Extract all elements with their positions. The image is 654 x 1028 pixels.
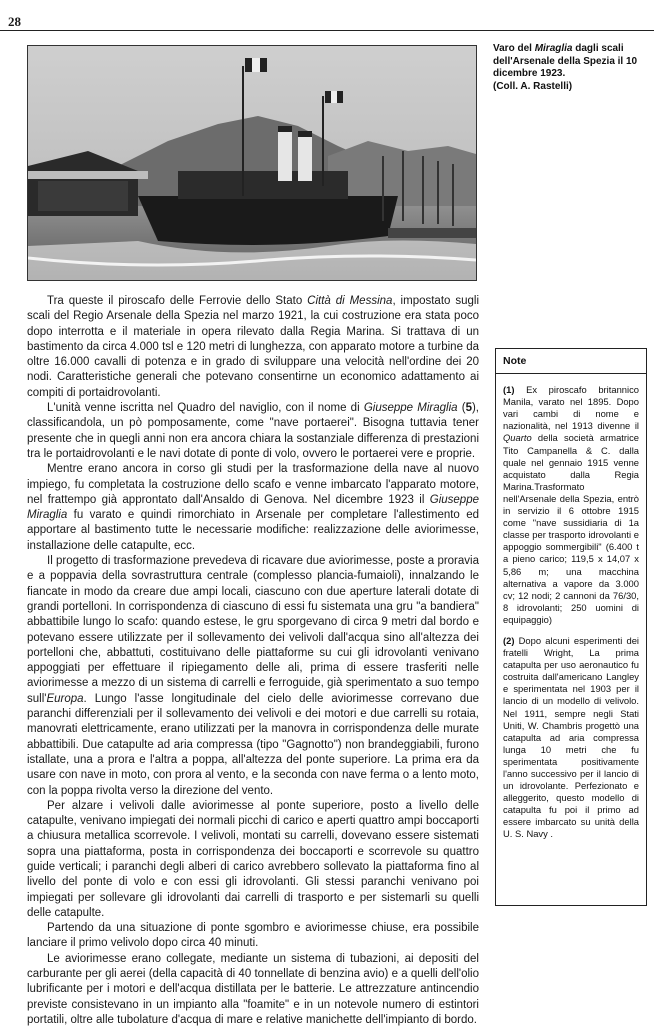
- photo-illustration: [28, 46, 476, 280]
- paragraph-2-text-c: (: [457, 402, 466, 415]
- paragraph-2-text-e: ), classificandola, un pò pomposamente, come "nave portaerei". Bisogna tuttavia tener presente che in quegli anni non era ancora chiara la sostanziale differenza di prestazioni tra le portaidrovolanti e le navi dotate di ponte di volo, ovvero le portaerei vere e proprie.: [27, 402, 479, 460]
- paragraph-1-text-a: Tra queste il piroscafo delle Ferrovie dello Stato: [47, 295, 308, 307]
- paragraph-3: [27, 462, 479, 554]
- paragraph-2-text-a: L'unità venne iscritta nel Quadro del naviglio, con il nome di: [47, 402, 364, 415]
- paragraph-6: Partendo da una situazione di ponte sgombro e aviorimesse chiuse, era possibile lanciare il primo velivolo dopo circa 40 minuti.: [27, 922, 479, 950]
- paragraph-4-text-c: . Lungo l'asse longitudinale del cielo delle aviorimesse correvano due paranchi differenziali per il sollevamento dei velivoli e dei motori e due carrelli su rotaia, manovrati elettricamente, erano utilizzati per la manovra in corrispondenza delle murate abbattibili. Due catapulte ad aria compressa (tipo "Gagnotto") non brandeggiabili, furono istallate, una a prora e l'altra a poppa, all'altezza del ponte superiore. La prima era da usare con nave in moto, con prora al vento, e la seconda con nave ferma o a lento moto, con la poppa rivolta verso la direzione del vento.: [27, 692, 479, 797]
- note-1-number: (1): [503, 384, 515, 396]
- paragraph-1: [27, 294, 479, 401]
- notes-box: [495, 348, 647, 906]
- note-1-text-a: Ex piroscafo britannico Manila, varato nel 1895. Dopo vari cambi di nome e nazionalità, nel 1913 divenne il: [503, 384, 639, 432]
- paragraph-4-italic: Europa: [46, 692, 84, 705]
- photo-caption: [493, 43, 643, 93]
- note-1: [503, 384, 639, 626]
- paragraph-3-italic: Giuseppe Miraglia: [27, 493, 479, 522]
- caption-rest: dagli scali dell'Arsenale della Spezia il 10 dicembre 1923.: [493, 43, 638, 79]
- note-1-text-c: della società armatrice Tito Campanella & C. dalla quale nel gennaio 1915 venne acquistato dalla Regia Marina.Trasformato nell'Arsenale della Spezia, entrò in servizio il 6 ottobre 1915 come "nave sussidiaria di 1a classe per trasporto idrovolanti e appoggio sommergibili" (6.400 t a pieno carico; 119,5 x 14,07 x 5,86 m; una macchina alternativa a vapore da 3.000 cv; 12 nodi; 2 cannoni da 76/30, 8 idrovolanti; 250 uomini di equipaggio): [503, 432, 639, 625]
- paragraph-4-text-a: Il progetto di trasformazione prevedeva di ricavare due aviorimesse, poste a proravia e a poppavia della sovrastruttura centrale (complesso plancia-fumaioli), innalzando le fiancate in modo da creare due ampi locali, ciascuno con due aperture laterali dotate di grandi portelloni. In corrispondenza di ciascuno di essi fu sistemata una gru "a bandiera" abbattibile lungo lo scafo: quando estese, le gru sporgevano di circa 9 metri dal bordo e potevano essere utilizzate per il sollevamento dei velivoli dall'acqua sino all'altezza dei portelloni che, abbattuti, costituivano delle piattaforme su cui gli idrovolanti venivano appoggiati per effettuare il ripiegamento delle ali, prima di essere trasferiti nelle aviorimesse a mezzo di un sistema di carrelli e ferroguide, già sperimentato a suo tempo sull': [27, 555, 479, 705]
- paragraph-2-italic: Giuseppe Miraglia: [363, 402, 458, 415]
- paragraph-3-text-c: fu varato e quindi rimorchiato in Arsenale per completare l'allestimento ed apportare al bastimento tutte le necessarie modifiche: realizzazione delle aviorimesse, installazione delle catapulte, ecc.: [27, 509, 479, 552]
- notes-title-rule: [496, 373, 646, 374]
- paragraph-3-text-a: Mentre erano ancora in corso gli studi per la trasformazione della nave al nuovo impiego, fu completata la costruzione dello scafo e venne imbarcato l'apparato motore, nel frattempo già approntato dall'Ansaldo di Genova. Nel dicembre 1923 il: [27, 463, 479, 506]
- paragraph-7: Le aviorimesse erano collegate, mediante un sistema di tubazioni, ai depositi del carburante per gli aerei (della capacità di 40 tonnellate di benzina avio) e a quelli dell'olio lubrificante per i motori e dell'acqua distillata per le batterie. Le attrezzature antincendio previste consistevano in un impianto alla "foamite" e in un notevole numero di estintori portatili, oltre alle tubolature d'acqua di mare e relative manichette dell'impianto di bordo.: [27, 952, 479, 1026]
- paragraph-2: [27, 401, 479, 462]
- paragraph-5: Per alzare i velivoli dalle aviorimesse al ponte superiore, posto a livello delle catapulte, venivano impiegati dei normali picchi di carico e aperti quattro ampi boccaporti a chiusura metallica scorrevole. I velivoli, montati su carrelli, dovevano essere sistemati sopra una piattaforma, posta in corrispondenza dei boccaporti e scorrevole su quattro guide verticali; i paranchi degli alberi di carico avrebbero sollevato la piattaforma fino al livello del ponte di volo e con essi gli idrovolanti. Gli stessi paranchi venivano poi impiegati per sollevare gli idrovolanti dai carrelli di trasporto e per sistemarli su quelli delle catapulte.: [27, 799, 479, 919]
- note-2-text: Dopo alcuni esperimenti dei fratelli Wright, La prima catapulta per uso aeronautico fu costruita dall'americano Langley e sperimentata nel 1903 per il lancio di un modello di velivolo. Nel 1911, sempre negli Stati Uniti, W. Chambris progettò una catapulta ad aria compressa lunga 10 metri che fu sperimentata positivamente l'anno successivo per il lancio di un idrovolante. Perfezionato e alleggerito, questo modello di catapulta fu poi il primo ad essere imbarcato su unità della U. S. Navy .: [503, 634, 639, 840]
- header-rule: [0, 30, 654, 31]
- notes-title: Note: [503, 355, 527, 367]
- caption-lead: Varo del: [493, 43, 535, 54]
- note-2-number: (2): [503, 634, 515, 646]
- main-text: [27, 294, 479, 1028]
- note-1-italic: Quarto: [503, 432, 532, 444]
- ship-launch-photo: [27, 45, 477, 281]
- footnote-ref-5: 5: [465, 402, 472, 415]
- note-2: [503, 635, 639, 841]
- paragraph-4: [27, 554, 479, 799]
- paragraph-1-italic: Città di Messina: [307, 295, 393, 307]
- paragraph-1-text-c: , impostato sugli scali del Regio Arsenale della Spezia nel marzo 1921, la cui costruzione era stata poco dopo interrotta e il materiale in opera rilevato dalla Regia Marina. Si trattava di un bastimento da circa 4.000 tsl e 120 metri di lunghezza, con apparato motore a turbine da oltre 16.000 cavalli di potenza e in grado di sviluppare una velocità nell'ordine dei 20 nodi. Caratteristiche generali che potevano consentirne un economico adattamento ai compiti di portaidrovolanti.: [27, 295, 479, 399]
- caption-credit: (Coll. A. Rastelli): [493, 80, 573, 92]
- page-number: 28: [8, 14, 21, 29]
- caption-ship-name: Miraglia: [534, 43, 573, 54]
